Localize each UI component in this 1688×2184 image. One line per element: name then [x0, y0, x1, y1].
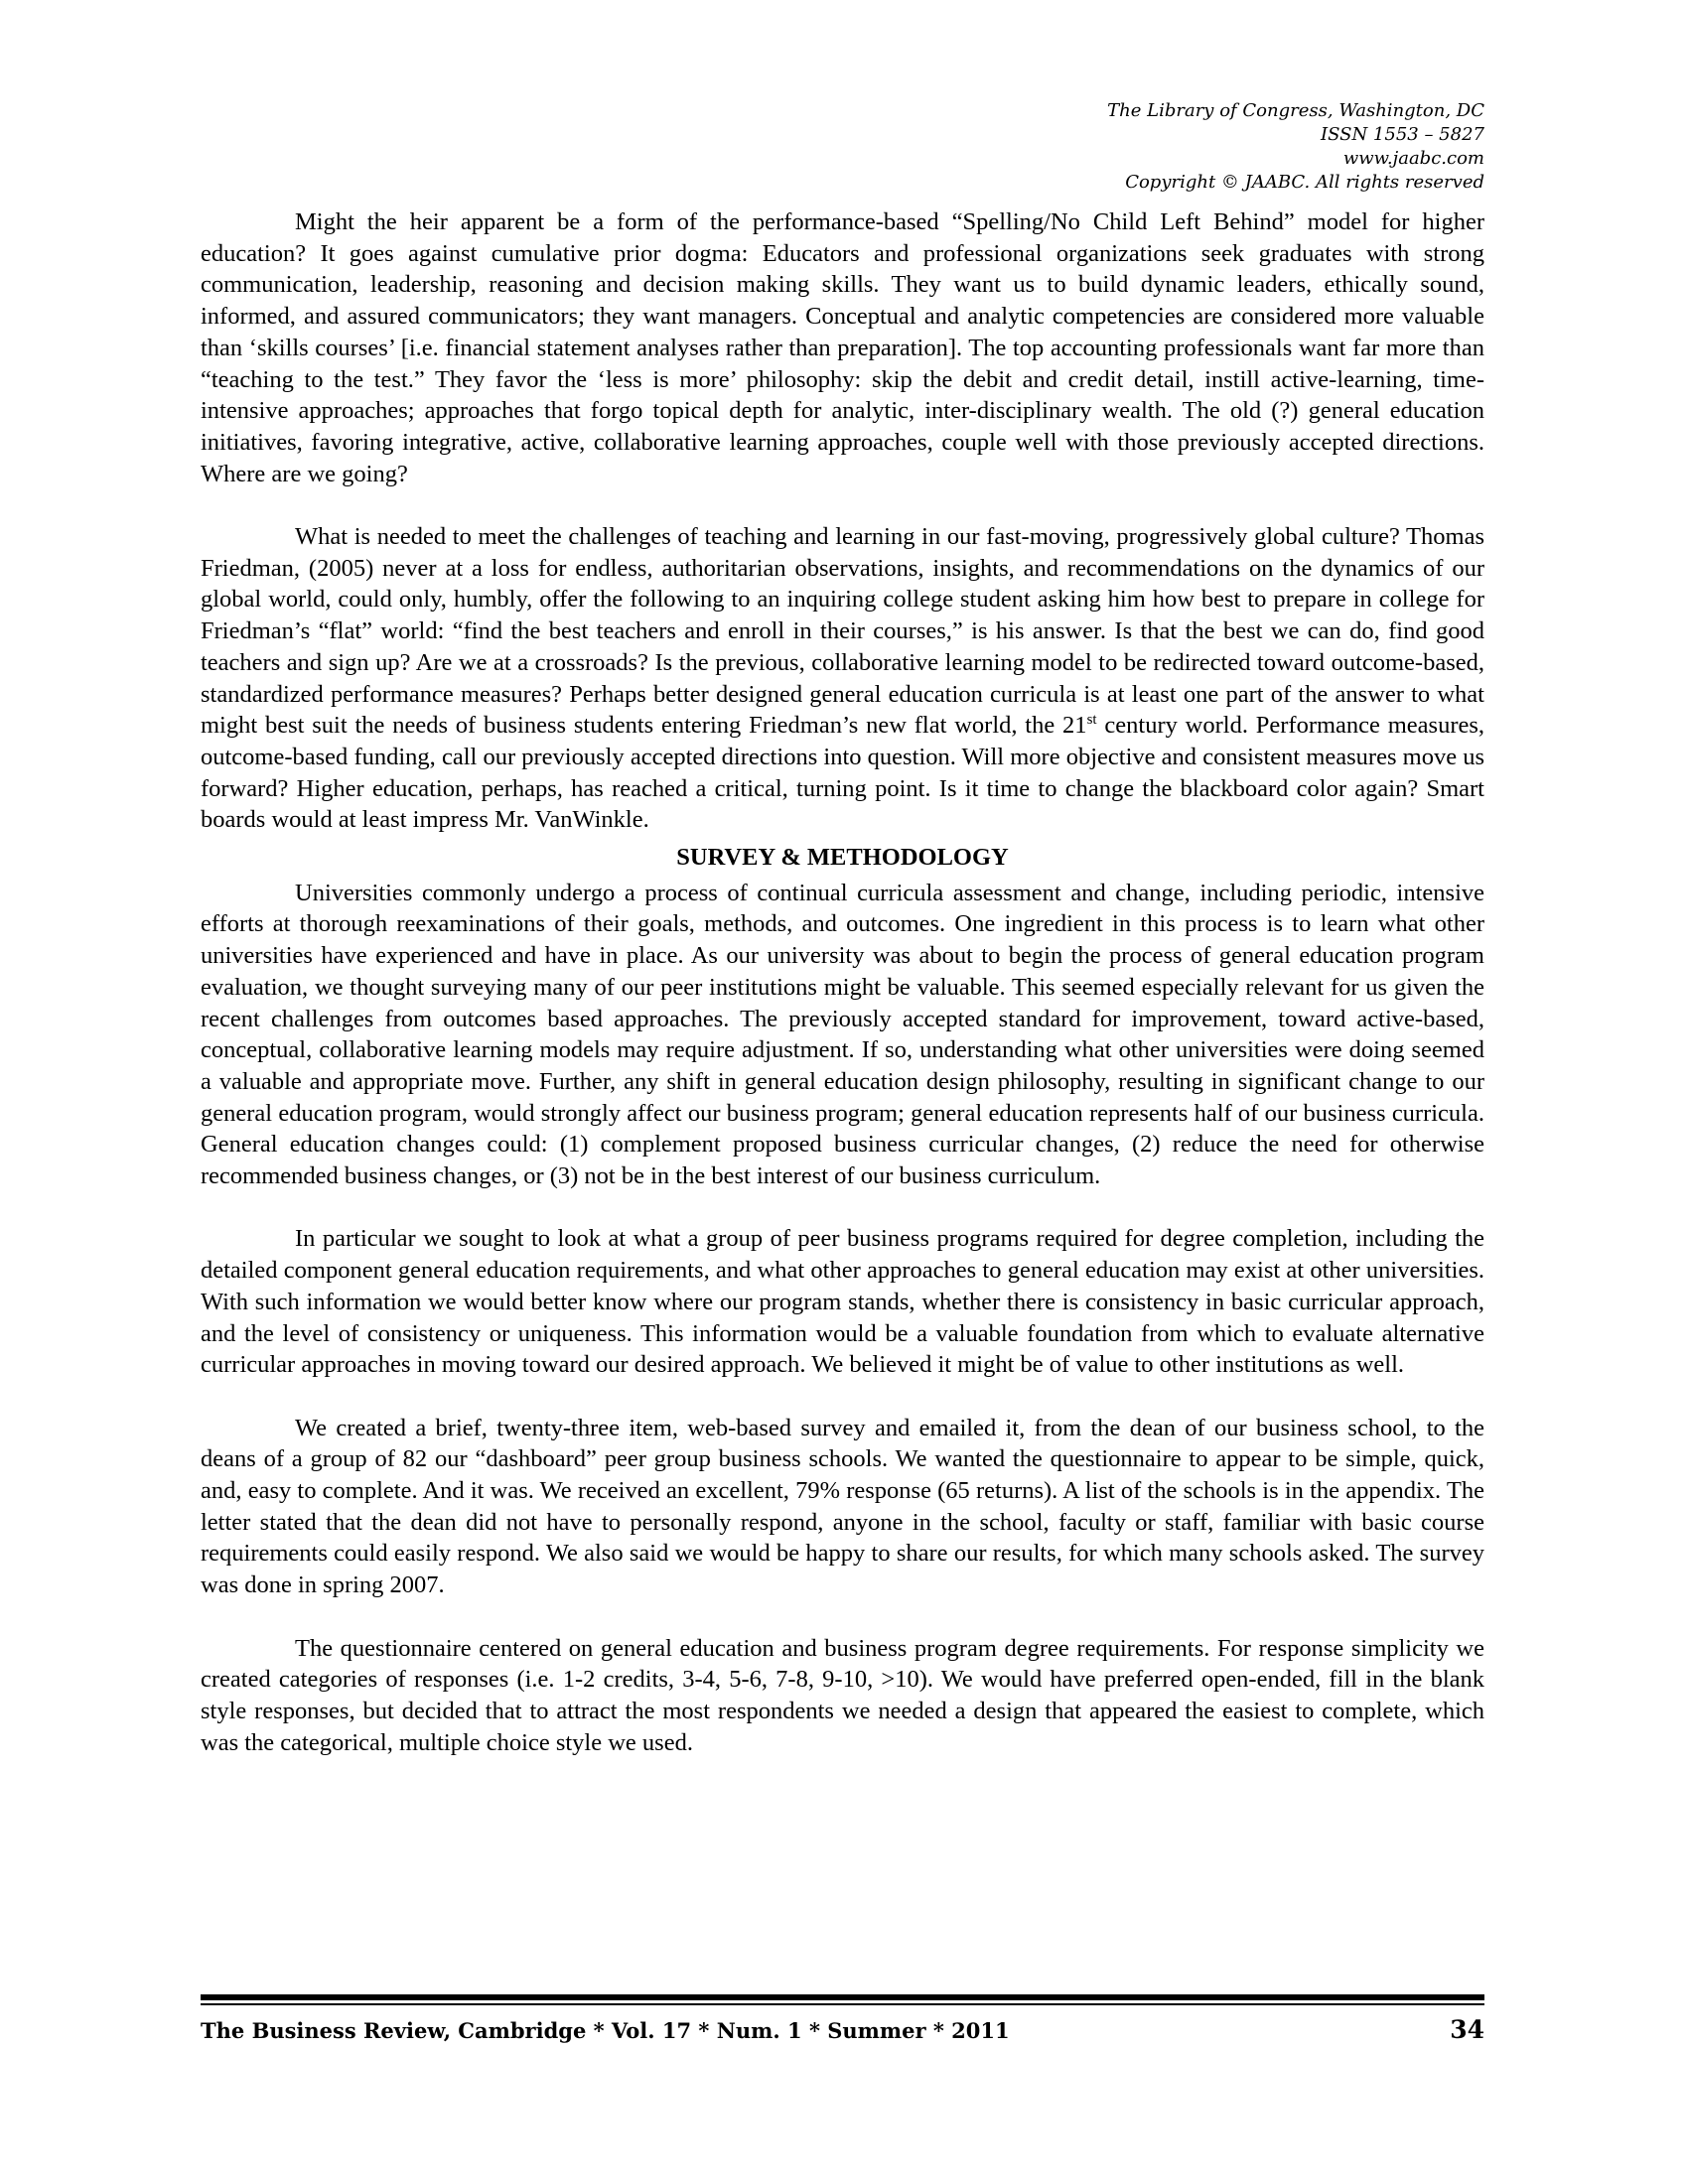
footer-rule-thick — [201, 1994, 1484, 2000]
section-heading-survey-methodology: SURVEY & METHODOLOGY — [676, 844, 1009, 872]
header-issn-line: ISSN 1553 – 5827 — [1321, 124, 1484, 145]
paragraph-global-culture — [201, 521, 1484, 836]
header-copyright-line: Copyright © JAABC. All rights reserved — [1125, 172, 1484, 193]
header-website-line: www.jaabc.com — [1342, 148, 1484, 169]
paragraph-global-culture-part2: century world. Performance measures, outcome-based funding, call our previously accepted directions into question. Will more objective and consistent measures move us forward? Higher education, perhaps, has reached a critical, turning point. Is it time to change the blackboard color again? Smart boards would at least impress Mr. VanWinkle. — [201, 712, 1485, 834]
footer-rule-thin — [201, 2003, 1484, 2005]
article-body — [201, 206, 1484, 1790]
paragraph-questionnaire: The questionnaire centered on general education and business program degree requirements. For response simplicity we created categories of responses (i.e. 1-2 credits, 3-4, 5-6, 7-8, 9-10, >10). We would have preferred open-ended, fill in the blank style responses, but decided that to attract the most respondents we needed a design that appeared the easiest to complete, which was the categorical, multiple choice style we used. — [201, 1634, 1484, 1756]
header-library-line: The Library of Congress, Washington, DC — [1107, 100, 1484, 121]
page-number: 34 — [1450, 2015, 1484, 2044]
paragraph-curricula-assessment: Universities commonly undergo a process of continual curricula assessment and change, including periodic, intensive efforts at thorough reexaminations of their goals, methods, and outcomes. One ingredient in this process is to learn what other universities have experienced and have in place. As our university was about to begin the process of general education program evaluation, we thought surveying many of our peer institutions might be valuable. This seemed especially relevant for us given the recent challenges from outcomes based approaches. The previously accepted standard for improvement, toward active-based, conceptual, collaborative learning models may require adjustment. If so, understanding what other universities were doing seemed a valuable and appropriate move. Further, any shift in general education design philosophy, resulting in significant change to our general education program, would strongly affect our business program; general education represents half of our business curricula. General education changes could: (1) complement proposed business curricular changes, (2) reduce the need for otherwise recommended business changes, or (3) not be in the best interest of our business curriculum. — [201, 879, 1484, 1190]
paragraph-heir-apparent: Might the heir apparent be a form of the performance-based “Spelling/No Child Left Behind” model for higher education? It goes against cumulative prior dogma: Educators and professional organizations seek graduates with strong communication, leadership, reasoning and decision making skills. They want us to build dynamic leaders, ethically sound, informed, and assured communicators; they want managers. Conceptual and analytic competencies are considered more valuable than ‘skills courses’ [i.e. financial statement analyses rather than preparation]. The top accounting professionals want far more than “teaching to the test.” They favor the ‘less is more’ philosophy: skip the debit and credit detail, instill active-learning, time-intensive approaches; approaches that forgo topical depth for analytic, inter-disciplinary wealth. The old (?) general education initiatives, favoring integrative, active, collaborative learning approaches, couple well with those previously accepted directions. Where are we going? — [201, 208, 1484, 487]
running-header — [1107, 99, 1484, 195]
footer-journal-citation: The Business Review, Cambridge * Vol. 17 * Num. 1 * Summer * 2011 — [201, 2018, 1010, 2043]
paragraph-global-culture-part1: What is needed to meet the challenges of teaching and learning in our fast-moving, progressively global culture? Thomas Friedman, (2005) never at a loss for endless, authoritarian observations, insights, and recommendations on the dynamics of our global world, could only, humbly, offer the following to an inquiring college student asking him how best to prepare in college for Friedman’s “flat” world: “find the best teachers and enroll in their courses,” is his answer. Is that the best we can do, find good teachers and sign up? Are we at a crossroads? Is the previous, collaborative learning model to be redirected toward outcome-based, standardized performance measures? Perhaps better designed general education curricula is at least one part of the answer to what might best suit the needs of business students entering Friedman’s new flat world, the 21 — [201, 523, 1484, 740]
paragraph-peer-programs: In particular we sought to look at what a group of peer business programs required for degree completion, including the detailed component general education requirements, and what other approaches to general education may exist at other universities. With such information we would better know where our program stands, whether there is consistency in basic curricular approach, and the level of consistency or uniqueness. This information would be a valuable foundation from which to evaluate alternative curricular approaches in moving toward our desired approach. We believed it might be of value to other institutions as well. — [201, 1225, 1484, 1379]
paragraph-survey-design: We created a brief, twenty-three item, web-based survey and emailed it, from the dean of our business school, to the deans of a group of 82 our “dashboard” peer group business schools. We wanted the questionnaire to appear to be simple, quick, and, easy to complete. And it was. We received an excellent, 79% response (65 returns). A list of the schools is in the appendix. The letter stated that the dean did not have to personally respond, anyone in the school, faculty or staff, familiar with basic course requirements could easily respond. We also said we would be happy to share our results, for which many schools asked. The survey was done in spring 2007. — [201, 1414, 1484, 1599]
ordinal-superscript: st — [1086, 712, 1097, 729]
